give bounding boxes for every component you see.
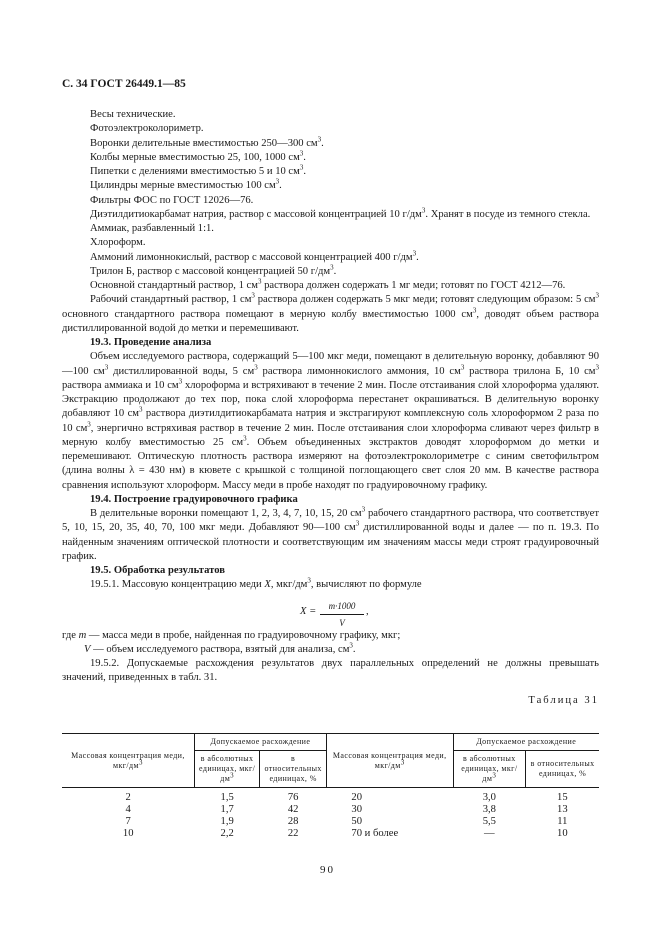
section-heading: 19.5. Обработка результатов	[90, 565, 225, 576]
text-line: Фотоэлектроколориметр.	[90, 123, 204, 135]
column-header: в абсолютных единицах, мкг/$дм^3$	[194, 751, 259, 788]
text-line: Колбы мерные вместимостью 25, 100, 1000 $см^3$.	[90, 149, 306, 163]
formula-lhs: X =	[300, 605, 317, 617]
text-line: Воронки делительные вместимостью 250—300 $см^3$.	[90, 134, 324, 149]
paragraph: Рабочий стандартный раствор, 1 $см^3$ раствора должен содержать 5 мкг меди; готовят следующим образом: 5 $см^3$ основного стандартного раствора помещают в мерную колбу вместимостью 1000 $см^3$, доводят объем раствора дистиллированной водой до метки и перемешивают.	[62, 291, 600, 334]
section-heading: 19.3. Проведение анализа	[90, 337, 212, 348]
page-number: 90	[320, 864, 335, 876]
paragraph: Основной стандартный раствор, 1 $см^3$ раствора должен содержать 1 мг меди; готовят по ГОСТ 4212—76.	[90, 277, 566, 291]
text-line: Пипетки с делениями вместимостью 5 и 10 $см^3$.	[90, 163, 306, 177]
text-line: Аммиак, разбавленный 1:1.	[90, 223, 214, 234]
paragraph: 19.5.1. Массовую концентрацию меди X, мкг/$дм^3$, вычисляют по формуле	[90, 576, 422, 591]
formula-comma: ,	[366, 605, 369, 617]
column-group-header: Допускаемое расхождение	[453, 734, 599, 751]
column-header: в относительных единицах, %	[260, 751, 327, 788]
column-header: в относительных единицах, %	[526, 751, 599, 788]
table-body	[62, 788, 599, 841]
table-row: 10 2,2 22 70 и более — 10	[122, 828, 568, 839]
table-row: 4 1,7 42 30 3,8 13	[125, 804, 568, 815]
text-line: Аммоний лимоннокислый, раствор с массовой концентрацией 400 $г/дм^3$.	[90, 248, 419, 263]
text-line: Хлороформ.	[90, 237, 146, 249]
column-header: Массовая концентрация меди, мкг/$дм^3$	[62, 734, 194, 788]
column-group-header: Допускаемое расхождение	[194, 734, 326, 751]
table-row: 2 1,5 76 20 3,0 15	[125, 792, 568, 803]
table-row: 7 1,9 28 50 5,5 11	[125, 816, 568, 827]
formula-legend: где m — масса меди в пробе, найденная по градуировочному графику, мкг;	[62, 629, 401, 641]
paragraph: В делительные воронки помещают 1, 2, 3, 4, 7, 10, 15, 20 $см^3$ рабочего стандартного раствора, что соответствует 5, 10, 15, 20, 35, 40, 70, 100 мкг меди. Добавляют 90—100 $см^3$ дистиллированной воды и далее — по п. 19.3. По найденным значениям оптической плотности и соответствующим им значениям массы меди строят градуировочный график.	[62, 505, 599, 562]
text-line: Трилон Б, раствор с массовой концентрацией 50 $г/дм^3$.	[90, 263, 337, 277]
data-table	[62, 733, 599, 840]
section-heading: 19.4. Построение градуировочного графика	[90, 493, 298, 505]
table-caption: Таблица 31	[528, 694, 599, 706]
text-line: Весы технические.	[90, 109, 176, 120]
formula-denominator: V	[339, 617, 345, 628]
text-line: Диэтилдитиокарбамат натрия, раствор с массовой концентрацией 10 $г/дм^3$. Хранят в посуде из темного стекла.	[90, 206, 591, 220]
formula-fraction	[320, 599, 364, 631]
paragraph: 19.5.2. Допускаемые расхождения результатов двух параллельных определений не должны превышать значений, приведенных в табл. 31.	[62, 658, 599, 684]
column-header: Массовая концентрация меди, мкг/$дм^3$	[326, 734, 453, 788]
formula-legend: V — объем исследуемого раствора, взятый для анализа, $см^3$.	[84, 641, 356, 655]
formula	[62, 599, 599, 628]
text-line: Фильтры ФОС по ГОСТ 12026—76.	[90, 194, 254, 206]
formula-numerator: m·1000	[320, 599, 364, 615]
column-header: в абсолютных единицах, мкг/$дм^3$	[453, 751, 526, 788]
text-line: Цилиндры мерные вместимостью 100 $см^3$.	[90, 177, 282, 192]
document-body	[62, 108, 599, 712]
page-header: С. 34 ГОСТ 26449.1—85	[62, 78, 186, 90]
paragraph: Объем исследуемого раствора, содержащий 5—100 мкг меди, помещают в делительную воронку, добавляют 90—100 $см^3$ дистиллированной воды, 5 $см^3$ раствора лимоннокислого аммония, 10 $см^3$ раствора трилона Б, 10 $см^3$ раствора аммиака и 10 $см^3$ хлороформа и встряхивают в течение 2 мин. После отстаивания слой хлороформа удаляют. Экстракцию продолжают до тех пор, пока слой хлороформа перестанет окрашиваться. В делительную воронку добавляют 10 $см^3$ раствора диэтилдитиокарбамата натрия и экстрагируют комплексную соль хлороформом 2 раза по 10 $см^3$, энергично встряхивая раствор в течение 2 мин. После отстаивания слои хлороформа сливают через фильтр в мерную колбу вместимостью 25 $см^3$. Объем объединенных экстрактов доводят хлороформом до метки и перемешивают. Оптическую плотность раствора измеряют на фотоэлектроколориметре с синим светофильтром (длина волны λ = 430 нм) в кювете с крышкой с толщиной поглощающего свет слоя 20 мм. В качестве раствора сравнения используют хлороформ. Массу меди в пробе находят по градуировочному графику.	[62, 351, 600, 491]
